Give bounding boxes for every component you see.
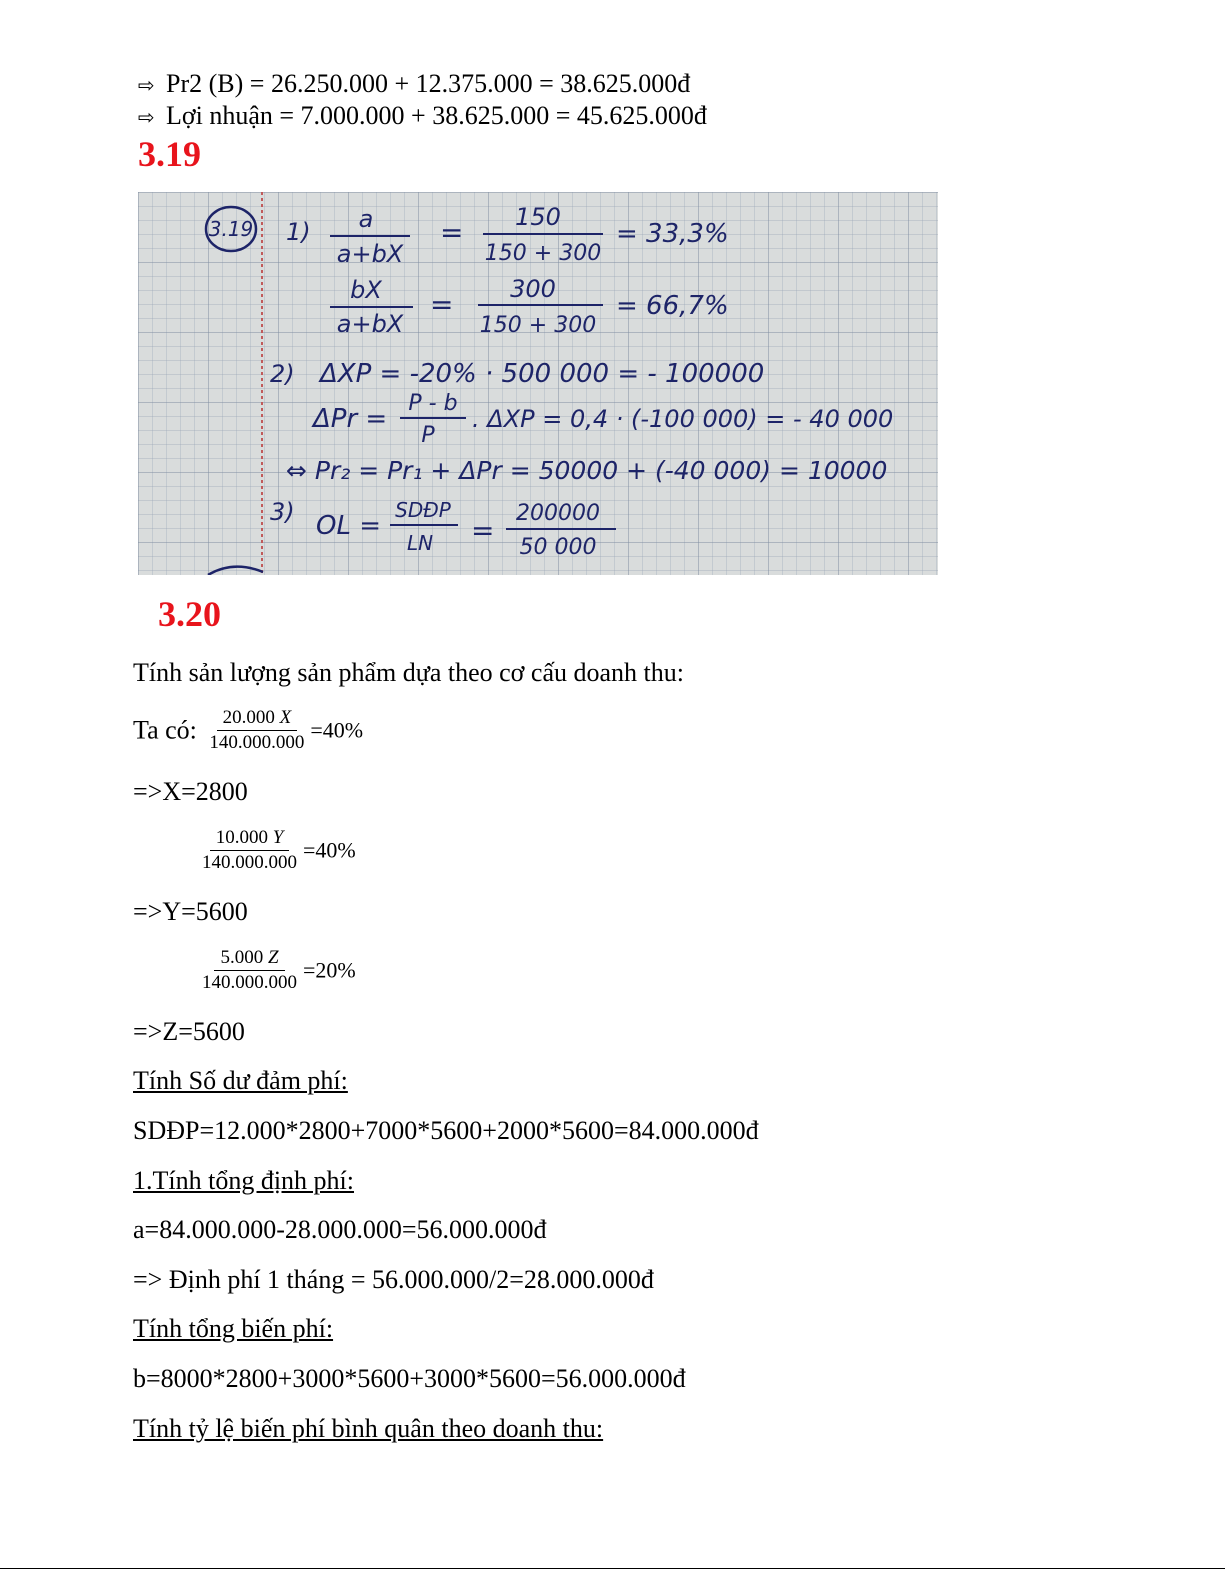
section-heading-3-19: 3.19 [138,134,201,174]
fraction-x-den: 140.000.000 [209,731,305,753]
photo-l6-eq: = [471,514,495,547]
arrow-icon: ⇨ [138,105,155,129]
photo-l6-frac-den: LN [406,531,434,555]
fixed-cost-line: a=84.000.000-28.000.000=56.000.000đ [133,1215,547,1244]
ta-co-label: Ta có: [133,715,197,745]
fraction-x-rhs: =40% [310,717,364,743]
photo-l5-text: ⇔ Pr₂ = Pr₁ + ΔPr = 50000 + (-40 000) = 10000 [286,456,888,485]
photo-index-2: 2) [270,360,295,388]
photo-l4-frac-den: P [421,423,435,448]
photo-l2-rhs-den: 150 + 300 [479,313,597,338]
photo-l1-rhs-den: 150 + 300 [484,241,602,266]
result-z: =>Z=5600 [133,1017,245,1046]
photo-l2-lhs-num: bX [350,276,382,304]
handwritten-notes-photo [138,192,938,575]
equation-y [196,826,356,875]
photo-l2-lhs-den: a+bX [336,310,404,338]
result-x: =>X=2800 [133,777,248,806]
photo-l1-rhs-num: 150 [515,203,561,231]
fraction-z-num: 5.000 [220,947,264,968]
equation-z [196,946,356,995]
photo-l1-lhs-num: a [358,205,374,233]
sddp-line: SDĐP=12.000*2800+7000*5600+2000*5600=84.000.000đ [133,1116,759,1145]
photo-l1-result: = 33,3% [616,219,729,249]
photo-label: 3.19 [208,217,254,241]
heading-ty-le: Tính tỷ lệ biến phí bình quân theo doanh thu: [133,1414,604,1443]
photo-l2-result: = 66,7% [616,291,729,321]
photo-l1-eq: = [440,216,464,249]
profit-line-total [138,103,707,129]
equation-x [133,706,363,755]
photo-l6-frac2-num: 200000 [516,501,600,526]
fraction-y-num: 10.000 [215,827,268,848]
photo-index-1: 1) [286,218,311,246]
fraction-y-var: Y [272,827,284,848]
monthly-fixed-cost-line: => Định phí 1 tháng = 56.000.000/2=28.000.000đ [133,1265,654,1294]
profit-line-total-text: Lợi nhuận = 7.000.000 + 38.625.000 = 45.625.000đ [166,101,707,130]
photo-l4-text-b: . ΔXP = 0,4 · (-100 000) = - 40 000 [472,405,894,433]
fraction-z-var: Z [267,947,279,968]
photo-l1-lhs-den: a+bX [336,240,404,268]
heading-dinh-phi: 1.Tính tổng định phí: [133,1166,354,1195]
arrow-icon: ⇨ [138,73,155,97]
photo-l6-text-a: OL = [316,511,381,541]
footer-rule [0,1568,1225,1569]
photo-l6-frac-num: SDĐP [395,498,451,522]
photo-index-3: 3) [270,498,295,526]
variable-cost-line: b=8000*2800+3000*5600+3000*5600=56.000.000đ [133,1364,686,1393]
photo-l6-frac2-den: 50 000 [519,535,597,560]
profit-line-pr2-text: Pr2 (B) = 26.250.000 + 12.375.000 = 38.625.000đ [166,69,691,98]
photo-l2-rhs-num: 300 [510,275,556,303]
fraction-y-den: 140.000.000 [202,851,297,873]
result-y: =>Y=5600 [133,897,248,926]
photo-l3-text: ΔXP = -20% · 500 000 = - 100000 [320,359,765,389]
fraction-z [196,946,303,995]
fraction-x-var: X [279,707,292,728]
heading-sddp: Tính Số dư đảm phí: [133,1066,348,1095]
profit-line-pr2 [138,71,690,97]
photo-l4-frac-num: P - b [408,391,458,416]
fraction-z-rhs: =20% [303,957,356,983]
photo-l2-eq: = [430,288,454,321]
photo-l4-text-a: ΔPr = [313,404,388,434]
fraction-x [203,706,310,755]
fraction-y-rhs: =40% [303,837,356,863]
intro-320: Tính sản lượng sản phẩm dựa theo cơ cấu doanh thu: [133,658,685,687]
section-heading-3-20: 3.20 [158,594,221,634]
heading-bien-phi: Tính tổng biến phí: [133,1314,334,1343]
fraction-y [196,826,303,875]
fraction-z-den: 140.000.000 [202,971,297,993]
fraction-x-num: 20.000 [222,707,275,728]
